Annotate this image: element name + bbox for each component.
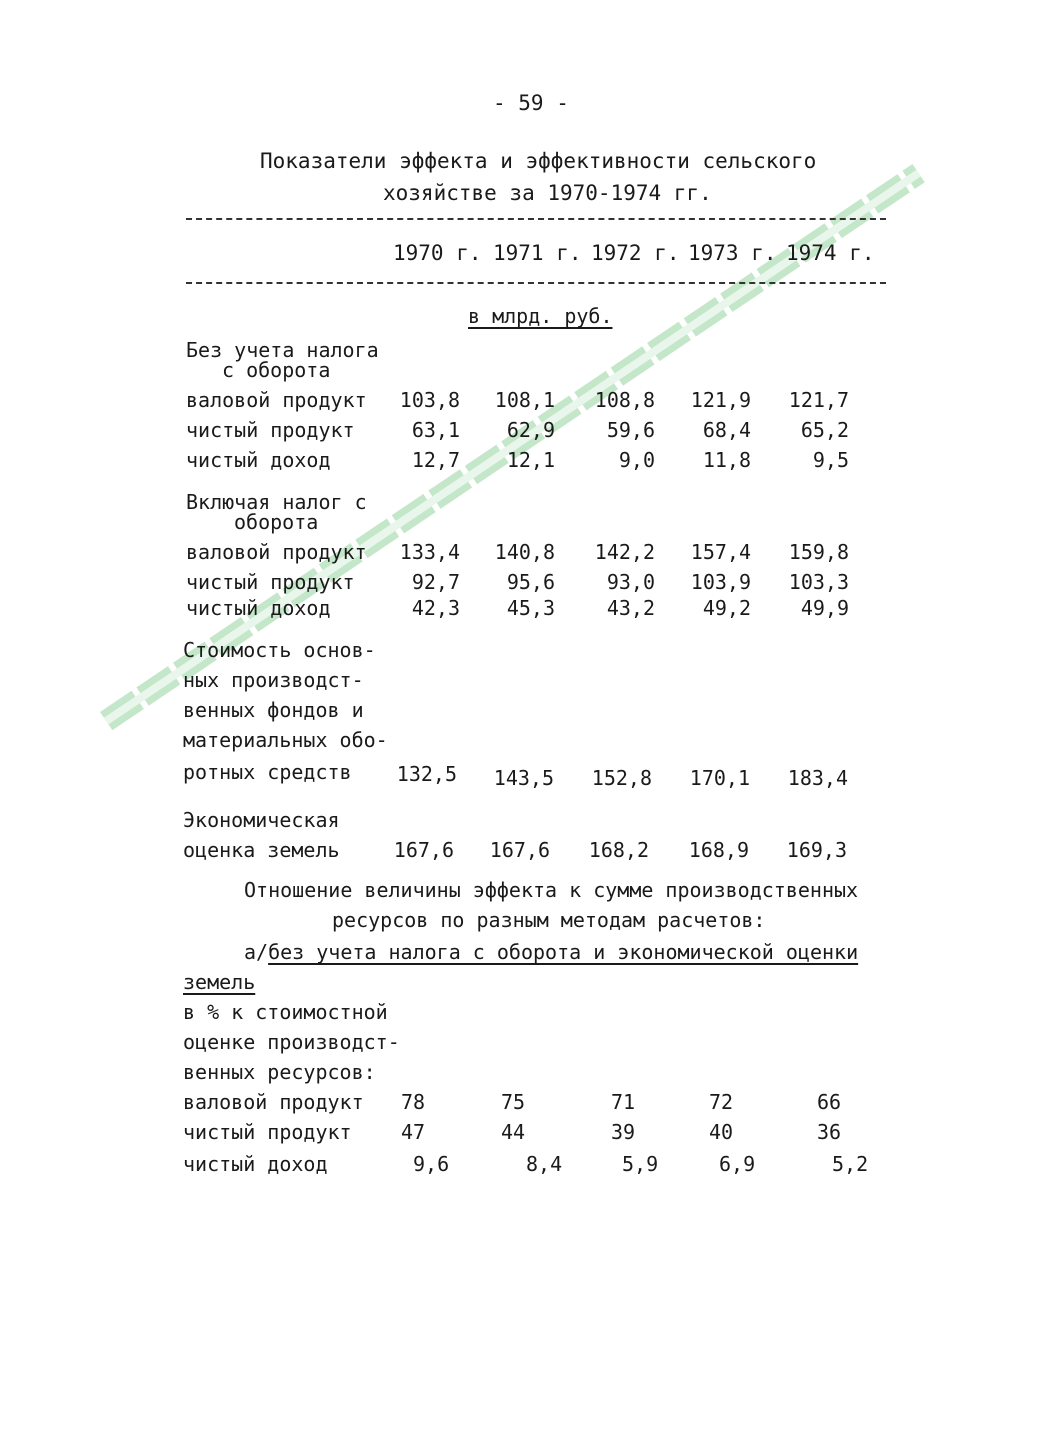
cell-value: 65,2: [800, 418, 849, 442]
section-text: Экономическая: [183, 808, 340, 832]
row-label: ротных средств: [183, 760, 352, 784]
table-title-line1: Показатели эффекта и эффективности сельского: [260, 149, 817, 173]
cell-value: 11,8: [702, 448, 751, 472]
cell-value: 78: [401, 1090, 426, 1114]
unit-label: в млрд. руб.: [468, 304, 613, 328]
cell-value: 44: [501, 1120, 526, 1144]
top-rule: [186, 218, 886, 220]
cell-value: 133,4: [399, 540, 460, 564]
col-header-1971: 1971 г.: [493, 241, 582, 265]
cell-value: 45,3: [506, 596, 555, 620]
cell-value: 152,8: [591, 766, 652, 790]
section-text: в % к стоимостной: [183, 1000, 388, 1024]
cell-value: 39: [611, 1120, 636, 1144]
section-heading: Включая налог с: [186, 490, 367, 514]
section-heading: оборота: [234, 510, 319, 534]
cell-value: 43,2: [606, 596, 655, 620]
cell-value: 9,0: [618, 448, 655, 472]
cell-value: 183,4: [787, 766, 848, 790]
cell-value: 5,2: [832, 1152, 869, 1176]
row-label: чистый доход: [186, 448, 331, 472]
row-label: чистый продукт: [186, 570, 355, 594]
cell-value: 168,2: [588, 838, 649, 862]
cell-value: 71: [611, 1090, 636, 1114]
cell-value: 49,2: [702, 596, 751, 620]
cell-value: 95,6: [506, 570, 555, 594]
section-text: Стоимость основ-: [183, 638, 376, 662]
header-rule: [186, 282, 886, 284]
cell-value: 169,3: [786, 838, 847, 862]
page-number: - 59 -: [493, 91, 569, 115]
cell-value: 132,5: [396, 762, 457, 786]
section-text: ных производст-: [183, 668, 364, 692]
cell-value: 167,6: [393, 838, 454, 862]
cell-value: 168,9: [688, 838, 749, 862]
cell-value: 9,6: [413, 1152, 450, 1176]
cell-value: 8,4: [526, 1152, 563, 1176]
cell-value: 103,3: [788, 570, 849, 594]
paragraph-text: а/без учета налога с оборота и экономической оценки: [244, 940, 859, 964]
row-label: чистый продукт: [186, 418, 355, 442]
cell-value: 121,7: [788, 388, 849, 412]
paragraph-text: земель: [183, 970, 256, 994]
col-header-1972: 1972 г.: [591, 241, 680, 265]
section-text: материальных обо-: [183, 728, 388, 752]
cell-value: 63,1: [411, 418, 460, 442]
cell-value: 9,5: [812, 448, 849, 472]
cell-value: 66: [817, 1090, 842, 1114]
row-label: оценка земель: [183, 838, 340, 862]
paragraph-text: ресурсов по разным методам расчетов:: [332, 908, 766, 932]
cell-value: 40: [709, 1120, 734, 1144]
cell-value: 157,4: [690, 540, 751, 564]
cell-value: 167,6: [489, 838, 550, 862]
section-text: оценке производст-: [183, 1030, 400, 1054]
paragraph-text: Отношение величины эффекта к сумме производственных: [244, 878, 859, 902]
col-header-1970: 1970 г.: [393, 241, 482, 265]
cell-value: 142,2: [594, 540, 655, 564]
row-label: чистый доход: [183, 1152, 328, 1176]
cell-value: 92,7: [411, 570, 460, 594]
cell-value: 170,1: [689, 766, 750, 790]
cell-value: 12,7: [411, 448, 460, 472]
cell-value: 108,1: [494, 388, 555, 412]
table-title-line2: хозяйстве за 1970-1974 гг.: [383, 181, 712, 205]
cell-value: 49,9: [800, 596, 849, 620]
cell-value: 12,1: [506, 448, 555, 472]
cell-value: 159,8: [788, 540, 849, 564]
col-header-1973: 1973 г.: [688, 241, 777, 265]
section-text: венных ресурсов:: [183, 1060, 376, 1084]
cell-value: 75: [501, 1090, 526, 1114]
cell-value: 108,8: [594, 388, 655, 412]
col-header-1974: 1974 г.: [786, 241, 875, 265]
cell-value: 36: [817, 1120, 842, 1144]
cell-value: 68,4: [702, 418, 751, 442]
section-text: венных фондов и: [183, 698, 364, 722]
cell-value: 121,9: [690, 388, 751, 412]
section-heading: с оборота: [222, 358, 331, 382]
cell-value: 5,9: [622, 1152, 659, 1176]
cell-value: 103,8: [399, 388, 460, 412]
row-label: валовой продукт: [183, 1090, 364, 1114]
cell-value: 6,9: [719, 1152, 756, 1176]
cell-value: 143,5: [493, 766, 554, 790]
cell-value: 62,9: [506, 418, 555, 442]
cell-value: 72: [709, 1090, 734, 1114]
section-heading: Без учета налога: [186, 338, 379, 362]
row-label: чистый продукт: [183, 1120, 352, 1144]
cell-value: 93,0: [606, 570, 655, 594]
cell-value: 140,8: [494, 540, 555, 564]
cell-value: 103,9: [690, 570, 751, 594]
cell-value: 42,3: [411, 596, 460, 620]
row-label: чистый доход: [186, 596, 331, 620]
row-label: валовой продукт: [186, 540, 367, 564]
cell-value: 59,6: [606, 418, 655, 442]
cell-value: 47: [401, 1120, 426, 1144]
row-label: валовой продукт: [186, 388, 367, 412]
